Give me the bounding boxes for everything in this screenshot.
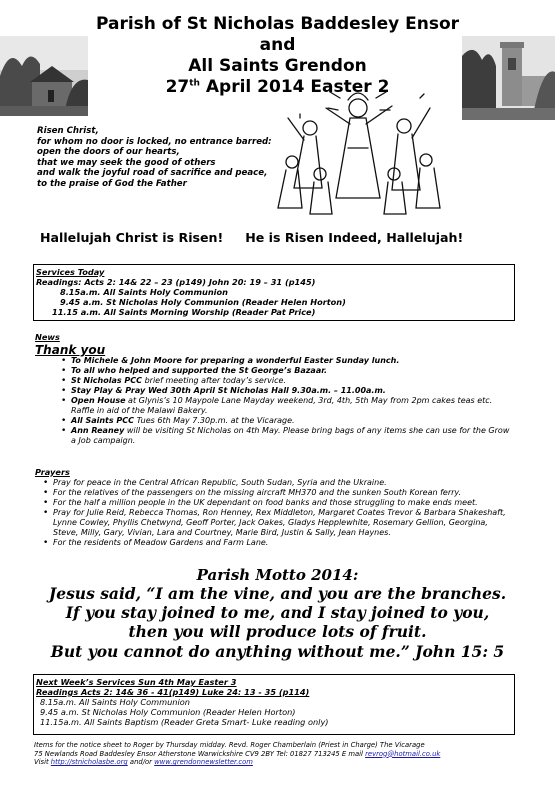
news-item: • Stay Play & Pray Wed 30th April St Nicholas Hall 9.30a.m. – 11.00a.m. — [71, 386, 511, 396]
church-photo-right — [462, 36, 555, 120]
prayer-line: to the praise of God the Father — [37, 178, 187, 189]
footer-line-3: Visit http://stnicholasbe.org and/or www.grendonnewsletter.com — [34, 758, 253, 767]
prayer-item: • Pray for peace in the Central African Republic, South Sudan, Syria and the Ukraine. — [53, 478, 513, 488]
motto-line: Jesus said, “I am the vine, and you are the branches. — [48, 584, 507, 603]
footer-line-1: Items for the notice sheet to Roger by Thursday midday. Revd. Roger Chamberlain (Priest in Charge) The Vicarage — [34, 741, 425, 749]
easter-acclamation — [40, 230, 463, 245]
acclamation-left: Hallelujah Christ is Risen! — [40, 230, 224, 245]
prayer-line: that we may seek the good of others — [37, 157, 216, 168]
opening-prayer — [37, 126, 287, 190]
prayers-list — [53, 478, 513, 548]
news-item: • Ann Reaney will be visiting St Nicholas on 4th May. Please bring bags of any items she can use for the Grow a Job campaign. — [71, 426, 511, 446]
email-link[interactable]: revrog@hotmail.co.uk — [365, 749, 441, 758]
services-today-heading: Services Today — [36, 267, 105, 277]
next-week-heading: Next Week’s Services Sun 4th May Easter 3 — [36, 677, 237, 687]
church-photo-left — [0, 36, 88, 116]
next-service-item: 8.15a.m. All Saints Holy Communion — [40, 697, 190, 707]
next-week-box — [33, 674, 515, 735]
service-item: 8.15a.m. All Saints Holy Communion — [60, 287, 228, 297]
motto-line: But you cannot do anything without me.” John 15: 5 — [50, 641, 505, 661]
news-heading: News — [35, 332, 60, 342]
acclamation-right: He is Risen Indeed, Hallelujah! — [245, 230, 464, 245]
footer-contact — [34, 741, 534, 767]
prayer-item: • Pray for Julie Reid, Rebecca Thomas, Ron Henney, Rex Middleton, Margaret Coates Trevor & Barbara Shakeshaft, Lynne Cowley, Phyllis Chetwynd, Geoff Porter, Jack Oakes, Gladys Hepplewhite, Rosemary Gellion, Georgina, Steve, Milly, Gary, Vivian, Lara and Courtney, Marie Bird, Justin & Sally, Jean Haynes. — [53, 508, 513, 538]
news-list — [71, 356, 511, 446]
prayer-item: • For the residents of Meadow Gardens and Farm Lane. — [53, 538, 513, 548]
risen-christ-illustration — [270, 78, 450, 218]
news-item: • All Saints PCC Tues 6th May 7.30p.m. at the Vicarage. — [71, 416, 511, 426]
motto-text — [20, 584, 535, 661]
news-item: • St Nicholas PCC brief meeting after today’s service. — [71, 376, 511, 386]
prayer-item: • For the relatives of the passengers on the missing aircraft MH370 and the sunken South Korean ferry. — [53, 488, 513, 498]
next-service-item: 9.45 a.m. St Nicholas Holy Communion (Reader Helen Horton) — [40, 707, 296, 717]
title-line-2: All Saints Grendon — [188, 56, 367, 76]
footer-line-2: 75 Newlands Road Baddesley Ensor Atherstone Warwickshire CV9 2BY Tel: 01827 713245 E mail revrog@hotmail.co.uk — [34, 749, 441, 758]
website-link-stnicholas[interactable]: http://stnicholasbe.org — [50, 758, 128, 767]
website-link-grendon[interactable]: www.grendonnewsletter.com — [154, 758, 253, 767]
prayer-item: • For the half a million people in the UK dependant on food banks and those struggling to make ends meet. — [53, 498, 513, 508]
prayer-line: for whom no door is locked, no entrance barred: — [37, 136, 272, 147]
service-item: 9.45 a.m. St Nicholas Holy Communion (Reader Helen Horton) — [60, 297, 346, 307]
next-service-item: 11.15a.m. All Saints Baptism (Reader Greta Smart- Luke reading only) — [40, 717, 329, 727]
title-line-1: Parish of St Nicholas Baddesley Ensor and — [95, 14, 460, 55]
prayers-heading: Prayers — [35, 467, 70, 477]
thank-you-heading: Thank you — [35, 343, 106, 357]
motto-heading: Parish Motto 2014: — [196, 566, 359, 584]
news-item: • Open House at Glynis’s 10 Maypole Lane Mayday weekend, 3rd, 4th, 5th May from 2pm cakes teas etc. Raffle in aid of the Malawi Bakery. — [71, 396, 511, 416]
news-item: • To all who helped and supported the St George’s Bazaar. — [71, 366, 511, 376]
prayer-line: open the doors of our hearts, — [37, 147, 180, 158]
title-date: 27th April 2014 Easter 2 — [165, 77, 390, 97]
news-item: • To Michele & John Moore for preparing a wonderful Easter Sunday lunch. — [71, 356, 511, 366]
services-today-box — [33, 264, 515, 321]
prayer-line: Risen Christ, — [37, 126, 99, 136]
next-week-readings: Readings Acts 2: 14& 36 - 41(p149) Luke 24: 13 - 35 (p114) — [36, 687, 310, 697]
services-today-readings: Readings: Acts 2: 14& 22 – 23 (p149) John 20: 19 – 31 (p145) — [36, 277, 316, 287]
motto-line: If you stay joined to me, and I stay joined to you, — [65, 603, 490, 623]
prayer-line: and walk the joyful road of sacrifice and peace, — [37, 168, 268, 179]
service-item: 11.15 a.m. All Saints Morning Worship (Reader Pat Price) — [52, 307, 316, 317]
motto-line: then you will produce lots of fruit. — [128, 622, 427, 642]
